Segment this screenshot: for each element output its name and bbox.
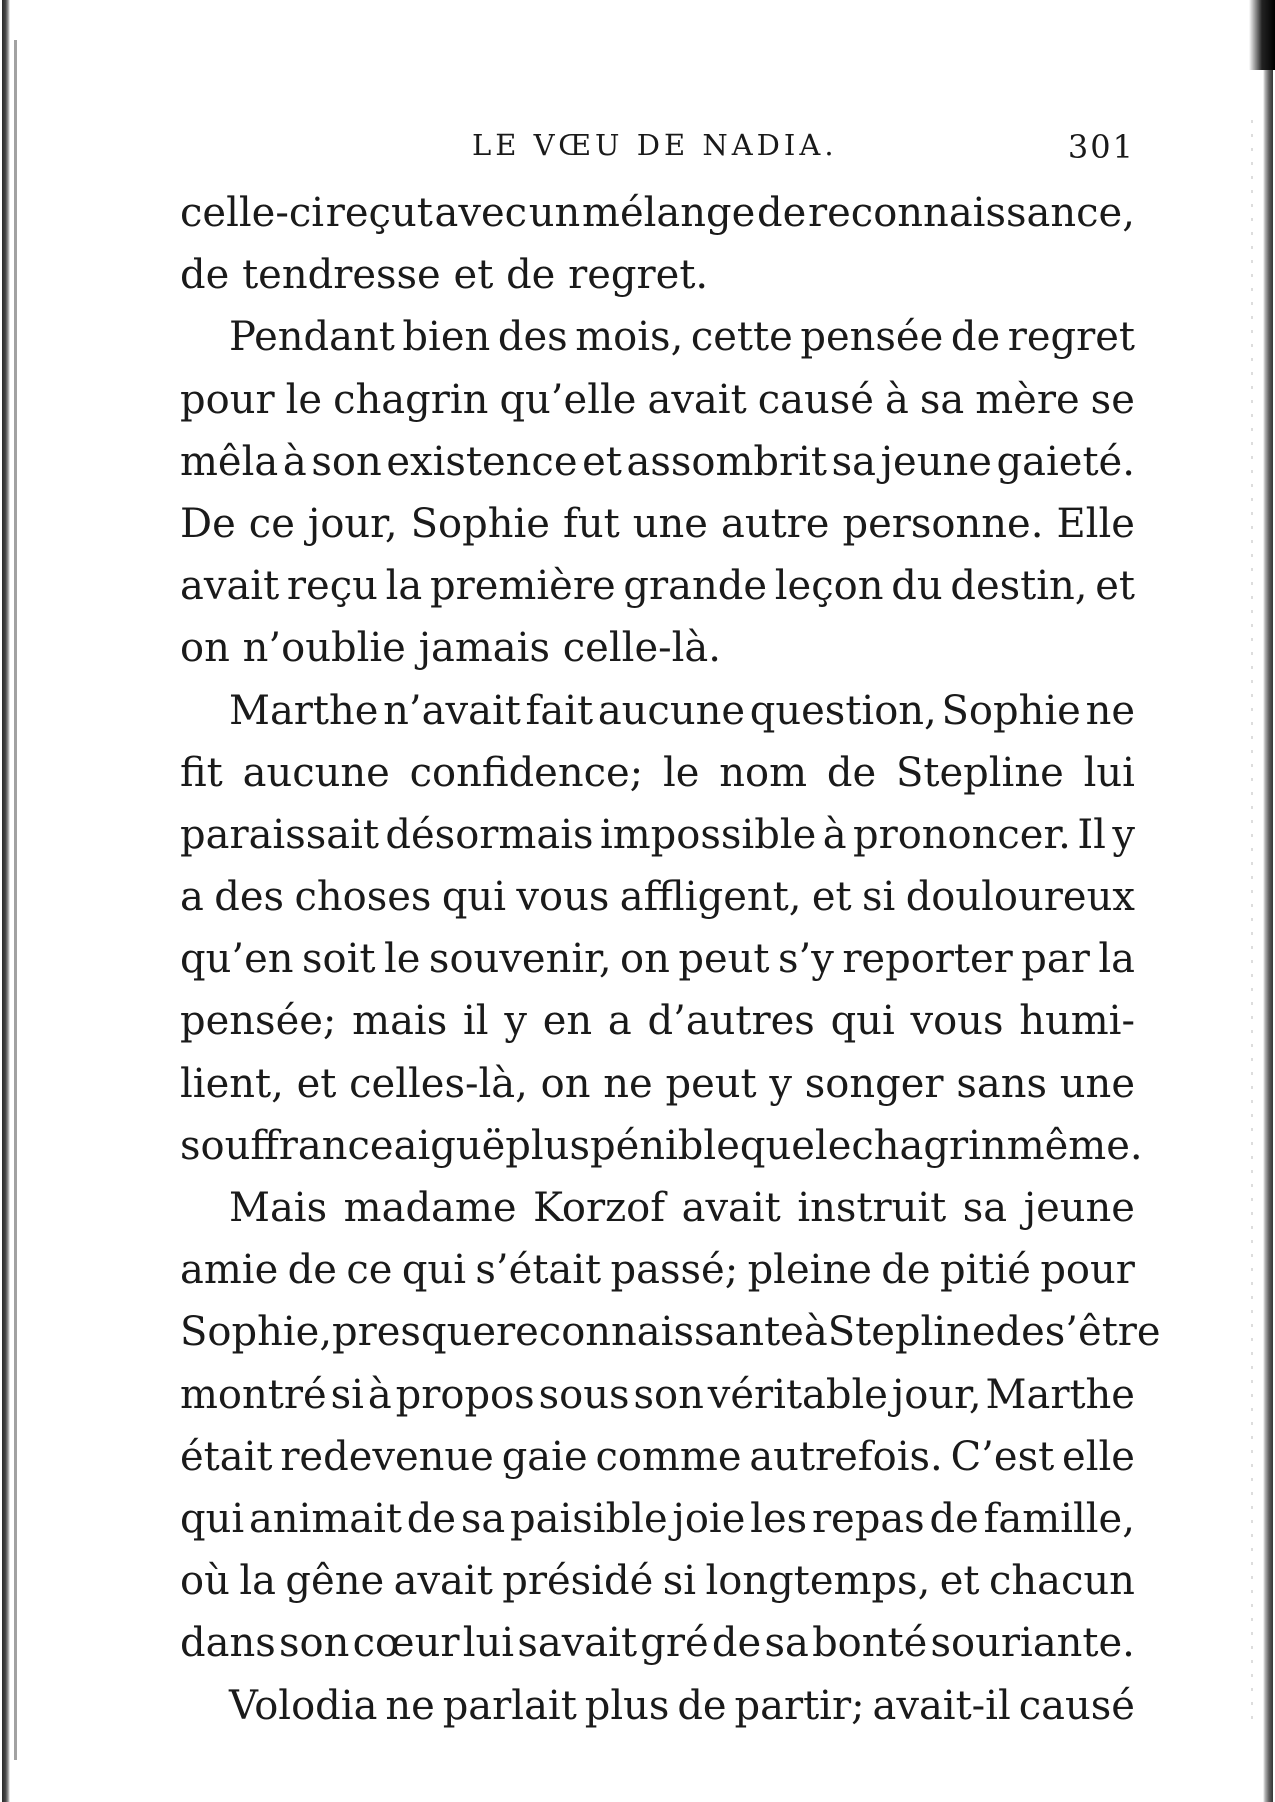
word: personne.: [842, 500, 1044, 547]
word: aucune: [242, 749, 390, 796]
text-line: [180, 1177, 1135, 1239]
word: même.: [1006, 1122, 1143, 1169]
word: de: [506, 252, 556, 299]
word: humi-: [1019, 998, 1135, 1045]
text-line: [180, 1364, 1135, 1426]
word: fut: [563, 500, 620, 547]
word: fit: [180, 749, 223, 796]
word: reporter: [842, 936, 1013, 983]
word: existence: [386, 438, 578, 485]
word: jeune: [1023, 1185, 1135, 1231]
text-line: [180, 431, 1135, 493]
word: avait: [180, 563, 280, 610]
word: le: [285, 376, 323, 423]
word: reconnaissance,: [808, 190, 1135, 236]
word: sous: [538, 1371, 630, 1418]
word: partir;: [734, 1682, 865, 1729]
word: la: [385, 563, 423, 610]
word: choses: [294, 874, 432, 921]
word: souffrance: [180, 1122, 394, 1169]
text-line: [180, 1488, 1135, 1550]
word: pleine: [747, 1247, 872, 1294]
left-page-edge: [2, 0, 10, 1802]
word: celles-là,: [349, 1060, 528, 1107]
word: reçu: [286, 563, 378, 610]
word: De: [180, 500, 236, 547]
word: gêne: [285, 1558, 385, 1605]
word: véritable: [707, 1371, 888, 1418]
word: jamais: [418, 625, 550, 672]
text-line: [180, 555, 1135, 617]
word: mélange: [582, 190, 756, 236]
word: Stepline: [827, 1309, 996, 1356]
word: mois,: [575, 314, 684, 361]
word: peut: [665, 1060, 757, 1107]
word: un: [528, 190, 581, 236]
word: celle-là.: [562, 625, 721, 672]
word: jour,: [891, 1371, 982, 1418]
word: cœur: [352, 1620, 460, 1667]
word: de: [950, 314, 1001, 361]
word: Korzof: [533, 1185, 666, 1231]
word: confidence;: [409, 749, 644, 796]
word: plus: [505, 1122, 590, 1169]
word: à: [367, 1371, 392, 1418]
word: causé: [1018, 1682, 1135, 1729]
word: la: [239, 1558, 276, 1605]
word: savait: [517, 1620, 638, 1667]
word: une: [1059, 1060, 1135, 1107]
word: sa: [962, 1185, 1008, 1231]
left-binding-shadow: [14, 40, 17, 1760]
right-margin-specks: [1251, 120, 1253, 1720]
word: de: [929, 1495, 979, 1542]
word: Sophie: [941, 687, 1081, 734]
word: et: [296, 1060, 337, 1107]
word: de: [757, 190, 807, 236]
word: vous: [516, 874, 610, 921]
word: de: [180, 252, 230, 299]
word: mêla: [180, 438, 279, 485]
word: d’autres: [647, 998, 815, 1045]
word: gaieté.: [996, 438, 1135, 485]
text-line: [180, 866, 1135, 928]
word: présidé: [502, 1558, 654, 1605]
word: destin,: [950, 563, 1088, 610]
word: et: [1095, 563, 1135, 610]
right-corner-shadow: [1249, 0, 1275, 70]
word: à: [803, 1309, 828, 1356]
text-line: [180, 1426, 1135, 1488]
word: famille,: [983, 1495, 1135, 1542]
word: cette: [690, 314, 793, 361]
word: s’y: [777, 936, 834, 983]
word: Mais: [229, 1185, 328, 1231]
word: sa: [764, 1620, 809, 1667]
right-page-edge: [1263, 0, 1273, 1802]
word: Stepline: [896, 749, 1064, 796]
word: longtemps,: [705, 1558, 931, 1605]
text-line: [180, 306, 1135, 368]
text-line: [180, 928, 1135, 990]
word: chacun: [988, 1558, 1135, 1605]
word: gré: [640, 1620, 709, 1667]
text-line: [180, 244, 1135, 306]
word: y: [1112, 811, 1135, 858]
word: qui: [401, 1247, 466, 1294]
word: pensée: [800, 314, 944, 361]
word: des: [497, 314, 568, 361]
word: Il: [1077, 811, 1106, 858]
word: chagrin: [851, 1122, 1007, 1169]
word: par: [1021, 936, 1090, 983]
word: peut: [678, 936, 770, 983]
word: chagrin: [333, 376, 489, 423]
word: fait: [525, 687, 594, 734]
text-line: [180, 1550, 1135, 1612]
word: aucune: [597, 687, 746, 734]
word: sa: [831, 438, 877, 485]
text-line: [180, 182, 1135, 244]
word: Volodia: [229, 1682, 378, 1729]
word: de: [881, 1247, 931, 1294]
word: repas: [811, 1495, 925, 1542]
word: si: [861, 874, 896, 921]
text-line: [180, 1053, 1135, 1115]
text-line: [180, 369, 1135, 431]
word: lient,: [180, 1060, 284, 1107]
text-line: [180, 1301, 1161, 1363]
word: comme: [595, 1433, 742, 1480]
word: impossible: [599, 811, 817, 858]
word: s’être: [1044, 1309, 1161, 1356]
word: on: [180, 625, 230, 672]
word: son: [633, 1371, 704, 1418]
word: pour: [1040, 1247, 1135, 1294]
word: jeune: [880, 438, 992, 485]
word: C’est: [950, 1433, 1055, 1480]
word: ce: [248, 500, 295, 547]
word: passé;: [610, 1247, 739, 1294]
word: s’était: [475, 1247, 602, 1294]
text-line: [180, 680, 1135, 742]
word: sans: [956, 1060, 1048, 1107]
word: regret: [1007, 314, 1135, 361]
word: amie: [180, 1247, 279, 1294]
word: souvenir,: [428, 936, 612, 983]
word: douloureux: [905, 874, 1135, 921]
word: dans: [180, 1620, 276, 1667]
word: assombrit: [626, 438, 828, 485]
word: ne: [385, 1682, 435, 1729]
word: le: [662, 749, 700, 796]
word: une: [632, 500, 708, 547]
word: reconnaissante: [496, 1309, 804, 1356]
word: où: [180, 1558, 230, 1605]
word: on: [540, 1060, 591, 1107]
word: il: [463, 998, 489, 1045]
word: avait-il: [872, 1682, 1011, 1729]
running-title: LE VŒU DE NADIA.: [472, 128, 838, 162]
word: Sophie,: [180, 1309, 333, 1356]
word: leçon: [774, 563, 884, 610]
word: animait: [248, 1495, 402, 1542]
word: souriante.: [930, 1620, 1135, 1667]
word: désormais: [385, 811, 594, 858]
word: de: [406, 1495, 457, 1542]
word: vous: [910, 998, 1004, 1045]
word: pour: [180, 376, 275, 423]
word: plus: [584, 1682, 670, 1729]
word: regret.: [568, 252, 709, 299]
word: de: [711, 1620, 762, 1667]
word: bien: [402, 314, 491, 361]
word: paisible: [510, 1495, 668, 1542]
word: était: [180, 1433, 273, 1480]
word: la: [1098, 936, 1135, 983]
word: y: [769, 1060, 792, 1107]
word: son: [311, 438, 382, 485]
text-line: [180, 804, 1135, 866]
word: reçut: [325, 190, 433, 236]
word: pensée;: [180, 998, 337, 1045]
word: presque: [332, 1309, 496, 1356]
text-line: [180, 617, 1135, 679]
word: lui: [1083, 749, 1135, 796]
word: et: [939, 1558, 980, 1605]
body-text: [180, 182, 1161, 1737]
text-line: [180, 1612, 1135, 1674]
word: sa: [919, 376, 965, 423]
word: songer: [804, 1060, 944, 1107]
word: bonté: [812, 1620, 928, 1667]
word: mère: [975, 376, 1080, 423]
word: a: [607, 998, 632, 1045]
word: Sophie: [410, 500, 550, 547]
word: a: [180, 874, 204, 921]
word: n’avait: [383, 687, 521, 734]
word: de: [287, 1247, 337, 1294]
word: gaie: [501, 1433, 588, 1480]
word: et: [453, 252, 494, 299]
text-line: [180, 1675, 1135, 1737]
word: instruit: [797, 1185, 947, 1231]
word: causé: [757, 376, 874, 423]
word: celle-ci: [180, 190, 325, 236]
word: joie: [672, 1495, 746, 1542]
word: grande: [623, 563, 767, 610]
word: Marthe: [229, 687, 379, 734]
word: que: [739, 1122, 815, 1169]
word: Elle: [1056, 500, 1135, 547]
word: ne: [1085, 687, 1135, 734]
word: de: [826, 749, 877, 796]
word: autrefois.: [749, 1433, 943, 1480]
word: paraissait: [180, 811, 379, 858]
word: Marthe: [985, 1371, 1135, 1418]
word: à: [822, 811, 847, 858]
word: autre: [720, 500, 830, 547]
word: avait: [647, 376, 747, 423]
word: ce: [346, 1247, 393, 1294]
text-line: [180, 742, 1135, 804]
word: qui: [830, 998, 895, 1045]
word: avec: [434, 190, 528, 236]
word: avait: [681, 1185, 781, 1231]
word: qui: [441, 874, 506, 921]
word: sa: [460, 1495, 506, 1542]
word: du: [891, 563, 943, 610]
word: aiguë: [393, 1122, 506, 1169]
word: question,: [749, 687, 937, 734]
word: elle: [1062, 1433, 1135, 1480]
word: ne: [603, 1060, 653, 1107]
word: avait: [393, 1558, 493, 1605]
word: y: [504, 998, 527, 1045]
word: affligent,: [619, 874, 802, 921]
page-number: 301: [1067, 128, 1135, 166]
word: se: [1090, 376, 1135, 423]
word: tendresse: [242, 252, 441, 299]
word: les: [750, 1495, 808, 1542]
word: à: [884, 376, 909, 423]
word: madame: [343, 1185, 517, 1231]
word: parlait: [442, 1682, 577, 1729]
word: qu’elle: [499, 376, 637, 423]
text-line: [180, 1115, 1143, 1177]
word: à: [282, 438, 307, 485]
word: de: [995, 1309, 1045, 1356]
running-head: [180, 128, 1135, 168]
word: de: [677, 1682, 727, 1729]
word: première: [430, 563, 616, 610]
word: redevenue: [280, 1433, 494, 1480]
word: prononcer.: [852, 811, 1071, 858]
word: pitié: [939, 1247, 1031, 1294]
word: lui: [462, 1620, 515, 1667]
word: le: [814, 1122, 852, 1169]
word: et: [811, 874, 852, 921]
word: on: [620, 936, 670, 983]
word: montré: [180, 1371, 327, 1418]
word: si: [662, 1558, 697, 1605]
word: soit: [302, 936, 376, 983]
word: nom: [719, 749, 808, 796]
word: le: [383, 936, 421, 983]
text-line: [180, 493, 1135, 555]
word: des: [214, 874, 285, 921]
word: son: [279, 1620, 350, 1667]
word: n’oublie: [242, 625, 406, 672]
word: pénible: [589, 1122, 740, 1169]
word: mais: [352, 998, 448, 1045]
word: Pendant: [229, 314, 395, 361]
word: qui: [180, 1495, 245, 1542]
text-line: [180, 1239, 1135, 1301]
word: en: [542, 998, 593, 1045]
word: qu’en: [180, 936, 294, 983]
word: et: [582, 438, 622, 485]
word: jour,: [307, 500, 398, 547]
word: propos: [395, 1371, 535, 1418]
word: si: [330, 1371, 364, 1418]
text-line: [180, 990, 1135, 1052]
